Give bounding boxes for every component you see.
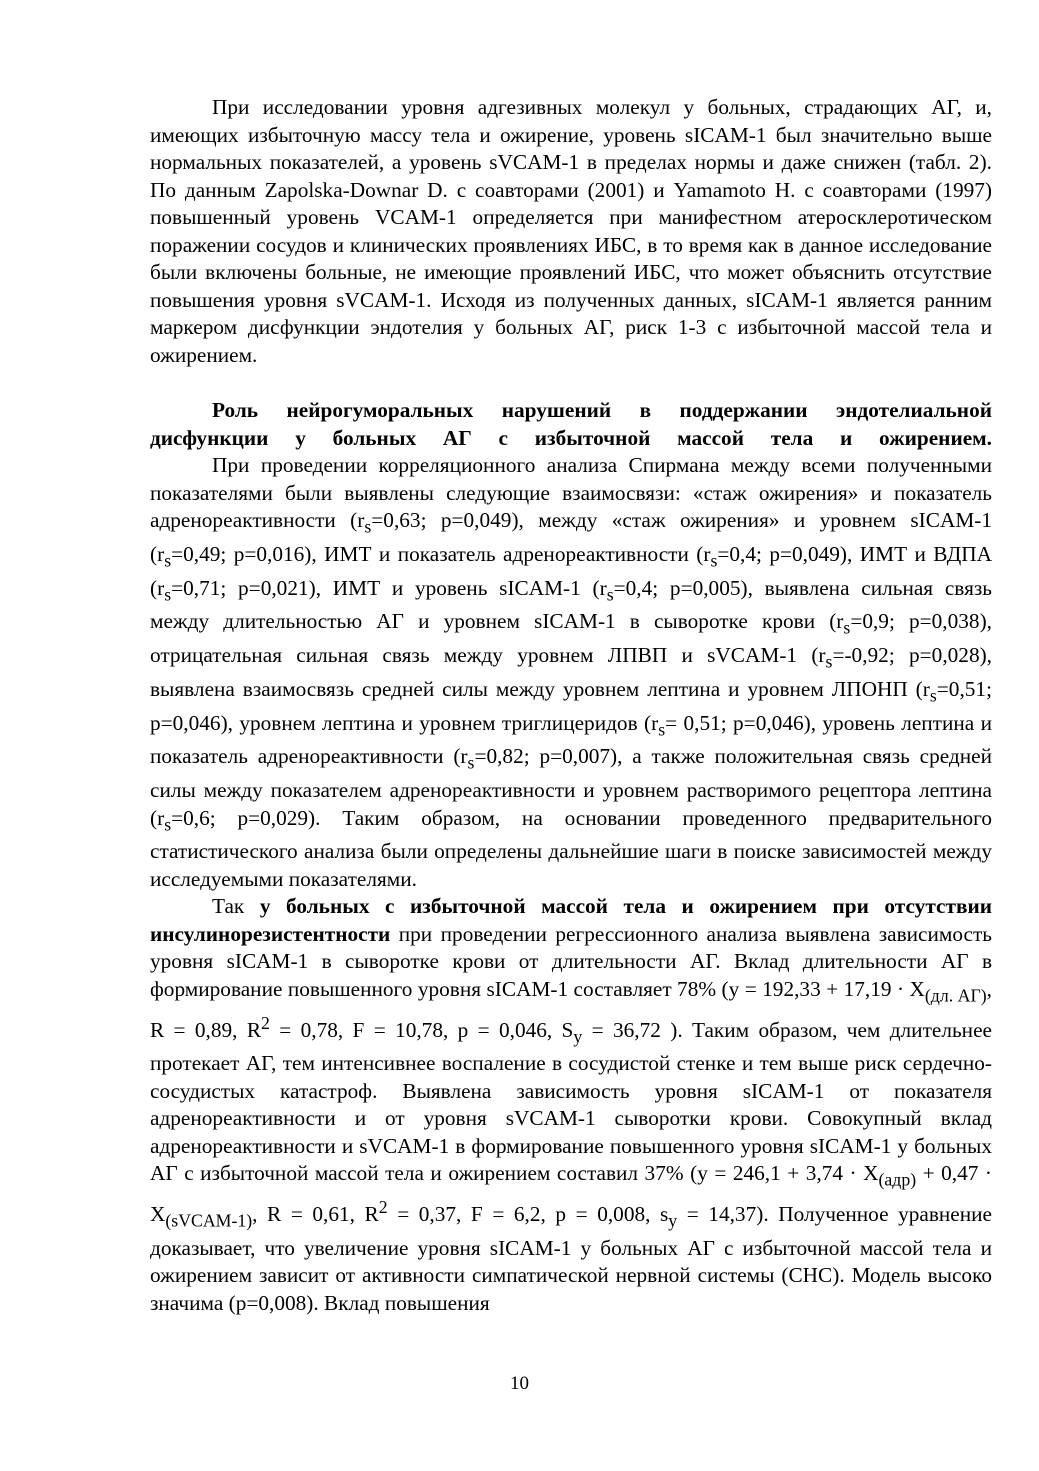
paragraph-spearman-correlation bbox=[150, 452, 992, 893]
subscript: s bbox=[164, 583, 172, 604]
text-run: =0,71; p=0,021), ИМТ и уровень sICAM-1 (r bbox=[171, 575, 607, 600]
page-number: 10 bbox=[510, 1373, 529, 1394]
subscript: s bbox=[164, 550, 172, 570]
text-run: =0,4; p=0,049), ИМТ и ВДПА (r bbox=[150, 541, 992, 600]
text-run: =0,82; p=0,007), а также положительная связь средней силы между показателем адренореактивности и уровнем растворимого рецептора лептина (r bbox=[150, 744, 993, 830]
subscript: s bbox=[364, 516, 372, 537]
subscript: y bbox=[573, 1025, 583, 1046]
text-run: , R = 0,61, R bbox=[252, 1202, 379, 1227]
paragraph-regression-analysis bbox=[150, 893, 992, 1317]
body-text bbox=[150, 94, 992, 1317]
subscript: s bbox=[658, 718, 666, 739]
text-run: = 0,78, F = 10,78, p = 0,046, S bbox=[269, 1017, 574, 1042]
subscript: s bbox=[825, 651, 833, 672]
subscript: s bbox=[164, 813, 172, 834]
text-run: = 14,37). Полученное уравнение доказывает, что увеличение уровня sICAM-1 у больных АГ с избыточной массой тела и ожирением зависит от активности симпатической нервной системы (СНС). Модель высоко значима (p=0,008). Вклад повышения bbox=[150, 1202, 993, 1315]
text-run: =0,9; p=0,038), отрицательная сильная связь между уровнем ЛПВП и sVCAM-1 (r bbox=[150, 609, 992, 667]
subscript: s bbox=[606, 583, 614, 604]
text-run: =-0,92; p=0,028), выявлена взаимосвязь средней силы между уровнем лептина и уровнем ЛПОНП (r bbox=[150, 643, 993, 701]
text-run: = 36,72 ). Таким образом, чем длительнее протекает АГ, тем интенсивнее воспаление в сосудистой стенке и тем выше риск сердечно-сосудистых катастроф. Выявлена зависимость уровня sICAM-1 от показателя адренореактивности и от уровня sVCAM-1 сыворотки крови. Совокупный вклад адренореактивности и sVCAM-1 в формирование повышенного уровня sICAM-1 у больных АГ с избыточной массой тела и ожирением составил 37% (y = 246,1 + 3,74 · X bbox=[150, 1017, 992, 1186]
section-heading: Роль нейрогуморальных нарушений в поддержании эндотелиальной дисфункции у больных АГ с избыточной массой тела и ожирением. bbox=[150, 398, 992, 450]
subscript: (sVCAM-1) bbox=[165, 1210, 253, 1231]
text-run: =0,4; p=0,005), выявлена сильная связь между длительностью АГ и уровнем sICAM-1 в сыворотке крови (r bbox=[150, 575, 992, 634]
subscript: (адр) bbox=[878, 1169, 917, 1190]
text-run: =0,49; p=0,016), ИМТ и показатель адренореактивности (r bbox=[171, 541, 711, 566]
paragraph-adhesion-molecules: При исследовании уровня адгезивных молекул у больных, страдающих АГ, и, имеющих избыточную массу тела и ожирение, уровень sICAM-1 был значительно выше нормальных показателей, а уровень sVCAM-1 в пределах нормы и даже снижен (табл. 2). По данным Zapolska-Downar D. с соавторами (2001) и Yamamoto H. с соавторами (1997) повышенный уровень VCAM-1 определяется при манифестном атеросклеротическом поражении сосудов и клинических проявлениях ИБС, в то время как в данное исследование были включены больные, не имеющие проявлений ИБС, что может объяснить отсутствие повышения уровня sVCAM-1. Исходя из полученных данных, sICAM-1 является ранним маркером дисфункции эндотелия у больных АГ, риск 1-3 с избыточной массой тела и ожирением. bbox=[150, 95, 992, 367]
subscript: (дл. АГ) bbox=[924, 985, 987, 1005]
text-run: + 0,47 · X bbox=[150, 1161, 992, 1227]
text-run: , R = 0,89, R bbox=[150, 976, 992, 1042]
subscript: y bbox=[668, 1210, 678, 1231]
paragraph-gap bbox=[150, 369, 992, 397]
bold-emphasis: у больных с избыточной массой тела и ожирением при отсутствии инсулинорезистентности bbox=[150, 894, 992, 946]
subscript: s bbox=[467, 752, 475, 773]
superscript: 2 bbox=[378, 1197, 388, 1218]
text-run: =0,63; p=0,049), между «стаж ожирения» и уровнем sICAM-1 (r bbox=[150, 508, 992, 566]
text-run: Так bbox=[212, 894, 260, 919]
subscript: s bbox=[710, 550, 718, 570]
text-run: =0,51; p=0,046), уровнем лептина и уровнем триглицеридов (r bbox=[150, 676, 992, 735]
superscript: 2 bbox=[261, 1012, 270, 1033]
text-run: при проведении регрессионного анализа выявлена зависимость уровня sICAM-1 в сыворотке крови от длительности АГ. Вклад длительности АГ в формирование повышенного уровня sICAM-1 составляет 78% (y = 192,33 + 17,19 · X bbox=[150, 921, 992, 1001]
text-run: = 0,51; p=0,046), уровень лептина и показатель адренореактивности (r bbox=[150, 710, 992, 769]
subscript: s bbox=[929, 685, 937, 705]
text-run: =0,6; p=0,029). Таким образом, на основании проведенного предварительного статистического анализа были определены дальнейшие шаги в поиске зависимостей между исследуемыми показателями. bbox=[150, 805, 992, 891]
text-run: = 0,37, F = 6,2, p = 0,008, s bbox=[387, 1202, 669, 1227]
text-run: При проведении корреляционного анализа Спирмана между всеми полученными показателями были выявлены следующие взаимосвязи: «стаж ожирения» и показатель адренореактивности (r bbox=[150, 453, 992, 532]
subscript: s bbox=[843, 617, 851, 638]
